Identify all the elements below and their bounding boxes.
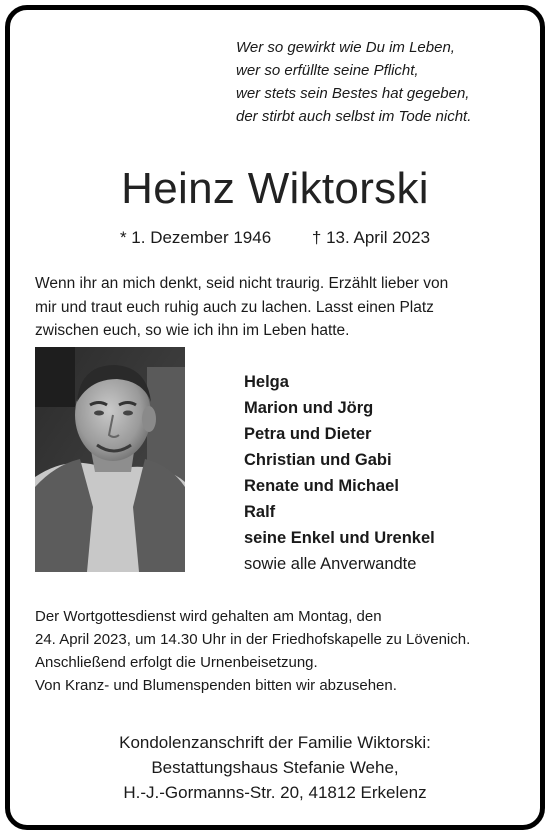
death-date: † 13. April 2023 — [311, 228, 431, 247]
portrait-photo — [35, 347, 185, 572]
condolence-line: Kondolenzanschrift der Familie Wiktorski: — [119, 733, 431, 752]
poem-line: wer stets sein Bestes hat gegeben, — [236, 85, 470, 102]
memorial-poem — [236, 36, 526, 128]
condolence-line: H.-J.-Gormanns-Str. 20, 41812 Erkelenz — [123, 783, 427, 802]
mourners-closing: sowie alle Anverwandte — [244, 555, 417, 573]
mourner-name: Renate und Michael — [244, 477, 399, 495]
poem-line: Wer so gewirkt wie Du im Leben, — [236, 39, 455, 56]
service-line: Anschließend erfolgt die Urnenbeisetzung. — [35, 654, 318, 671]
mourner-name: seine Enkel und Urenkel — [244, 529, 435, 547]
mourner-name: Ralf — [244, 503, 276, 521]
poem-line: wer so erfüllte seine Pflicht, — [236, 62, 419, 79]
condolence-line: Bestattungshaus Stefanie Wehe, — [151, 758, 399, 777]
poem-line: der stirbt auch selbst im Tode nicht. — [236, 108, 472, 125]
deceased-name: Heinz Wiktorski — [121, 164, 429, 213]
mourner-name: Marion und Jörg — [244, 399, 374, 417]
intro-line: Wenn ihr an mich denkt, seid nicht traurig. Erzählt lieber von — [35, 275, 449, 292]
service-info — [35, 605, 530, 697]
service-line: Von Kranz- und Blumenspenden bitten wir abzusehen. — [35, 677, 397, 694]
service-line: 24. April 2023, um 14.30 Uhr in der Friedhofskapelle zu Lövenich. — [35, 631, 471, 648]
birth-date: * 1. Dezember 1946 — [119, 228, 272, 247]
mourner-name: Petra und Dieter — [244, 425, 372, 443]
service-line: Der Wortgottesdienst wird gehalten am Montag, den — [35, 608, 382, 625]
mourners-list — [244, 369, 435, 577]
portrait-image — [35, 347, 185, 572]
intro-line: mir und traut euch ruhig auch zu lachen. Lasst einen Platz — [35, 298, 434, 316]
intro-text — [35, 272, 525, 343]
life-dates — [0, 228, 550, 248]
condolence-address — [0, 730, 550, 805]
mourner-name: Christian und Gabi — [244, 451, 392, 469]
intro-line: zwischen euch, so wie ich ihn im Leben hatte. — [35, 322, 350, 339]
mourner-name: Helga — [244, 373, 289, 391]
